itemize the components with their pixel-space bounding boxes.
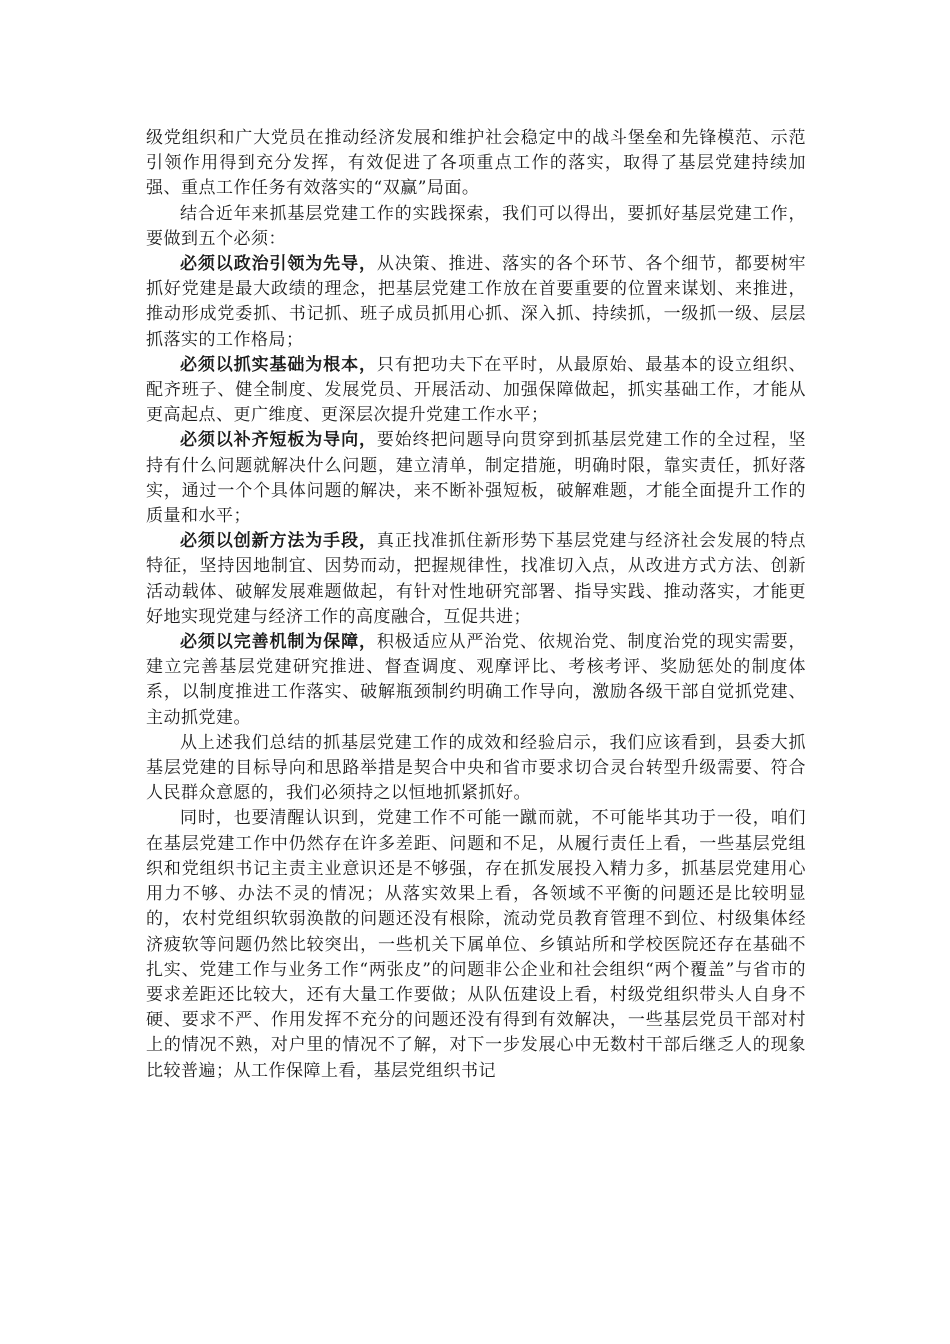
paragraph-solid-foundation: [146, 353, 806, 429]
paragraph-2: [146, 202, 806, 252]
paragraph-text: 要始终把问题导向贯穿到抓基层党建工作的全过程，坚持有什么问题就解决什么问题，建立清单，制定措施，明确时限，靠实责任，抓好落实，通过一个个具体问题的解决，来不断补强短板，破解难题，才能全面提升工作的质量和水平；: [146, 430, 807, 527]
document-page: [146, 126, 806, 1084]
paragraph-text: 结合近年来抓基层党建工作的实践探索，我们可以得出，要抓好基层党建工作，要做到五个必须：: [146, 203, 806, 249]
paragraph-improve-mechanism: [146, 630, 806, 731]
paragraph-lead: 必须以政治引领为先导，: [180, 254, 377, 275]
paragraph-lead: 必须以创新方法为手段，: [180, 531, 377, 552]
paragraph-shortcomings: [146, 806, 806, 1083]
paragraph-text: 同时，也要清醒认识到，党建工作不可能一蹴而就，不可能毕其功于一役，咱们在基层党建工作中仍然存在许多差距、问题和不足，从履行责任上看，一些基层党组织和党组织书记主责主业意识还是不够强，存在抓发展投入精力多，抓基层党建用心用力不够、办法不灵的情况；从落实效果上看，各领域不平衡的问题还是比较明显的，农村党组织软弱涣散的问题还没有根除，流动党员教育管理不到位、村级集体经济疲软等问题仍然比较突出，一些机关下属单位、乡镇站所和学校医院还存在基础不扎实、党建工作与业务工作“两张皮”的问题非公企业和社会组织“两个覆盖”与省市的要求差距还比较大，还有大量工作要做；从队伍建设上看，村级党组织带头人自身不硬、要求不严、作用发挥不充分的问题还没有得到有效解决，一些基层党员干部对村上的情况不熟，对户里的情况不了解，对下一步发展心中无数村干部后继乏人的现象比较普遍；从工作保障上看，基层党组织书记: [146, 808, 806, 1081]
paragraph-innovative-methods: [146, 529, 806, 630]
paragraph-text: 级党组织和广大党员在推动经济发展和维护社会稳定中的战斗堡垒和先锋模范、示范引领作用得到充分发挥，有效促进了各项重点工作的落实，取得了基层党建持续加强、重点工作任务有效落实的“双赢”局面。: [146, 128, 806, 199]
paragraph-lead: 必须以补齐短板为导向，: [180, 430, 377, 451]
paragraph-lead: 必须以完善机制为保障，: [180, 632, 377, 653]
paragraph-summary: [146, 731, 806, 807]
paragraph-fill-shortcomings: [146, 428, 806, 529]
paragraph-text: 真正找准抓住新形势下基层党建与经济社会发展的特点特征，坚持因地制宜、因势而动，把握规律性，找准切入点，从改进方式方法、创新活动载体、破解发展难题做起，有针对性地研究部署、指导实践、推动落实，才能更好地实现党建与经济工作的高度融合，互促共进；: [146, 531, 807, 627]
paragraph-political-leadership: [146, 252, 806, 353]
paragraph-1: [146, 126, 806, 202]
paragraph-text: 从决策、推进、落实的各个环节、各个细节，都要树牢抓好党建是最大政绩的理念，把基层党建工作放在首要重要的位置来谋划、来推进，推动形成党委抓、书记抓、班子成员抓用心抓、深入抓、持续抓，一级抓一级、层层抓落实的工作格局；: [146, 254, 807, 350]
paragraph-lead: 必须以抓实基础为根本，: [180, 354, 377, 375]
paragraph-text: 从上述我们总结的抓基层党建工作的成效和经验启示，我们应该看到，县委大抓基层党建的目标导向和思路举措是契合中央和省市要求切合灵台转型升级需要、符合人民群众意愿的，我们必须持之以恒地抓紧抓好。: [146, 732, 806, 804]
paragraph-text: 只有把功夫下在平时，从最原始、最基本的设立组织、配齐班子、健全制度、发展党员、开展活动、加强保障做起，抓实基础工作，才能从更高起点、更广维度、更深层次提升党建工作水平；: [146, 354, 807, 426]
paragraph-text: 积极适应从严治党、依规治党、制度治党的现实需要，建立完善基层党建研究推进、督查调度、观摩评比、考核考评、奖励惩处的制度体系，以制度推进工作落实、破解瓶颈制约明确工作导向，激励各级干部自觉抓党建、主动抓党建。: [146, 632, 807, 728]
